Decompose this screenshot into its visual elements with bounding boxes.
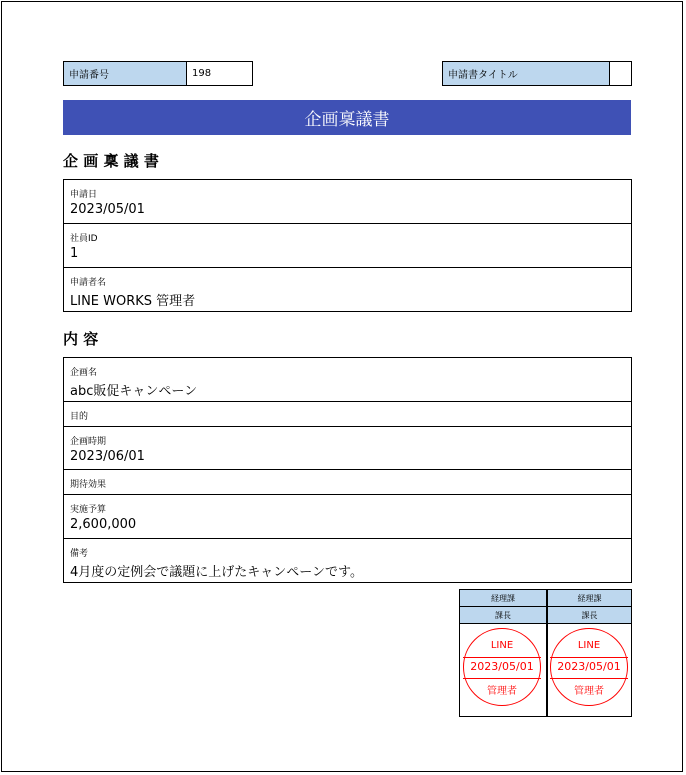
seal-top-text: LINE <box>490 640 514 651</box>
approval-department: 経理課 <box>460 590 546 607</box>
document-page <box>1 1 683 772</box>
approval-stamps <box>459 589 632 717</box>
approval-seal-area <box>548 624 631 716</box>
table-row <box>64 180 631 224</box>
field-label: 期待効果 <box>70 480 107 490</box>
seal-top-text: LINE <box>577 640 601 651</box>
table-row <box>64 268 631 311</box>
approval-department: 経理課 <box>548 590 631 607</box>
application-title-label: 申請書タイトル <box>443 62 610 85</box>
field-label: 実施予算 <box>70 505 107 515</box>
application-number-box <box>63 61 253 86</box>
content-table <box>63 357 632 583</box>
field-value: 2023/05/01 <box>70 202 145 217</box>
seal-date: 2023/05/01 <box>470 660 534 673</box>
table-row <box>64 470 631 495</box>
approval-seal <box>550 628 628 706</box>
field-label: 企画名 <box>70 368 98 378</box>
application-number-value: 198 <box>187 62 252 85</box>
field-value: LINE WORKS 管理者 <box>70 294 196 309</box>
section-title-application: 企 画 稟 議 書 <box>63 152 159 170</box>
table-row <box>64 427 631 470</box>
application-title-value <box>610 62 631 85</box>
table-row <box>64 358 631 402</box>
table-row <box>64 224 631 268</box>
field-label: 備考 <box>70 549 89 559</box>
approval-position: 課長 <box>548 607 631 624</box>
table-row <box>64 495 631 539</box>
field-label: 申請日 <box>70 190 98 200</box>
application-title-box <box>442 61 632 86</box>
document-title-banner: 企画稟議書 <box>63 100 631 135</box>
applicant-table <box>63 179 632 312</box>
table-row <box>64 402 631 427</box>
approval-seal <box>463 628 541 706</box>
seal-bottom-text: 管理者 <box>574 686 604 697</box>
approval-column <box>460 590 546 716</box>
field-label: 社員ID <box>70 234 98 244</box>
field-value: 2,600,000 <box>70 517 137 532</box>
application-number-label: 申請番号 <box>64 62 187 85</box>
approval-seal-area <box>460 624 546 716</box>
field-value: 1 <box>70 246 79 261</box>
approval-column <box>546 590 631 716</box>
seal-date: 2023/05/01 <box>557 660 621 673</box>
field-label: 企画時期 <box>70 437 107 447</box>
approval-position: 課長 <box>460 607 546 624</box>
section-title-content: 内 容 <box>63 330 99 348</box>
field-value: abc販促キャンペーン <box>70 384 198 399</box>
field-value: 4月度の定例会で議題に上げたキャンペーンです。 <box>70 565 363 580</box>
seal-bottom-text: 管理者 <box>487 686 517 697</box>
table-row <box>64 539 631 582</box>
field-value: 2023/06/01 <box>70 449 145 464</box>
field-label: 申請者名 <box>70 278 107 288</box>
field-label: 目的 <box>70 412 89 422</box>
